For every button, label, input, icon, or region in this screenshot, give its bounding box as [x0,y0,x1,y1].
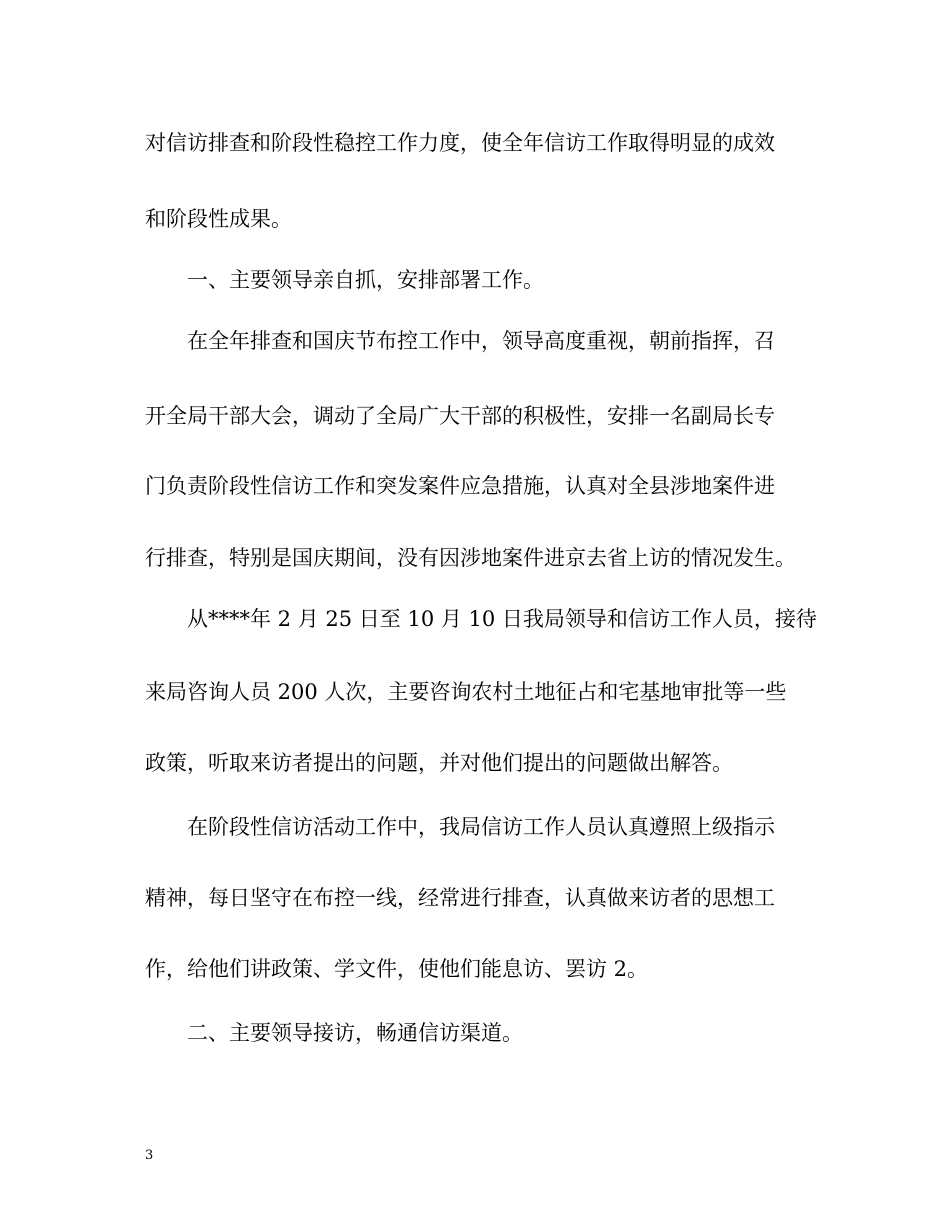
section-heading-1: 一、主要领导亲自抓，安排部署工作。 [187,268,544,292]
page-number: 3 [145,1148,154,1163]
section-heading-2: 二、主要领导接访，畅通信访渠道。 [187,1021,523,1045]
text-line-5: 开全局干部大会，调动了全局广大干部的积极性，安排一名副局长专 [145,404,775,428]
text-line-2: 和阶段性成果。 [145,207,292,231]
text-line-8: 从****年 2 月 25 日至 10 月 10 日我局领导和信访工作人员，接待 [187,607,817,631]
text-line-4: 在全年排查和国庆节布控工作中，领导高度重视，朝前指挥，召 [187,329,775,353]
text-line-1: 对信访排查和阶段性稳控工作力度，使全年信访工作取得明显的成效 [145,131,775,155]
text-line-10: 政策，听取来访者提出的问题，并对他们提出的问题做出解答。 [145,751,733,775]
text-line-6: 门负责阶段性信访工作和突发案件应急措施，认真对全县涉地案件进 [145,474,775,498]
text-line-9: 来局咨询人员 200 人次，主要咨询农村土地征占和宅基地审批等一些 [145,680,787,704]
text-line-11: 在阶段性信访活动工作中，我局信访工作人员认真遵照上级指示 [187,815,775,839]
text-line-12: 精神，每日坚守在布控一线，经常进行排查，认真做来访者的思想工 [145,886,775,910]
text-line-7: 行排查，特别是国庆期间，没有因涉地案件进京去省上访的情况发生。 [145,546,796,570]
text-line-13: 作，给他们讲政策、学文件，使他们能息访、罢访 2。 [145,957,649,981]
